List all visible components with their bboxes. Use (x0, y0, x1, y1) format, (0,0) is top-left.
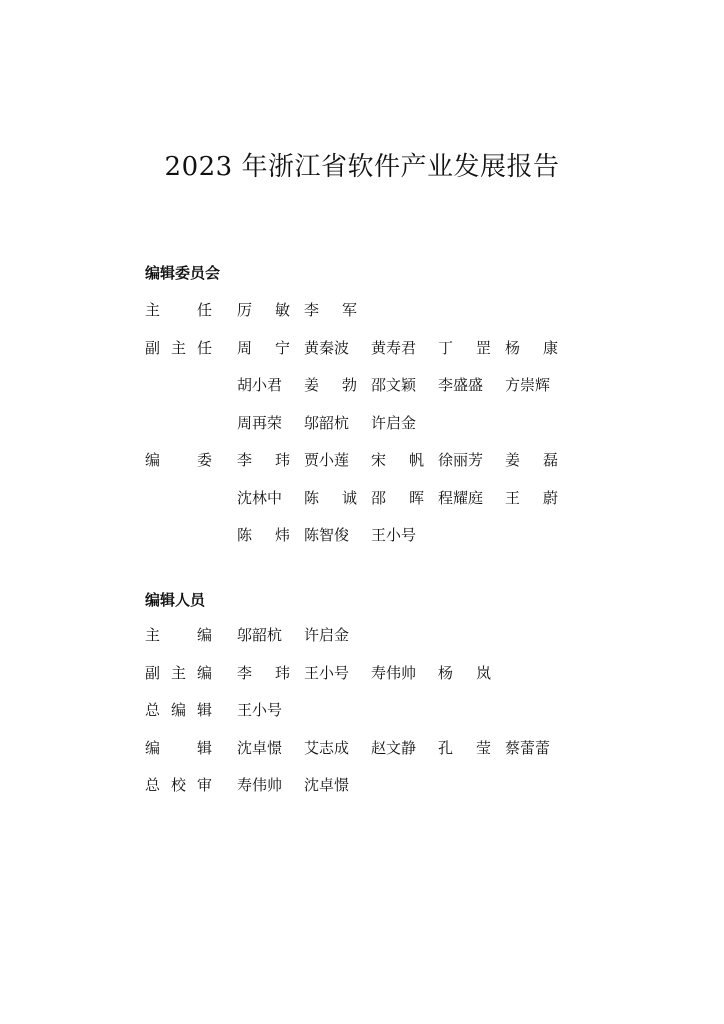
role-label: 副 主 编 (145, 663, 212, 682)
staff-heading: 编辑人员 (145, 591, 206, 609)
person-name: 黄秦波 (304, 338, 350, 357)
person-name: 王小号 (371, 526, 417, 544)
committee-heading: 编辑委员会 (145, 264, 221, 282)
person-name: 寿伟帅 (237, 776, 283, 794)
person-name: 邵文颖 (371, 376, 417, 394)
person-name: 沈林中 (237, 488, 283, 507)
role-label: 编 辑 (145, 738, 212, 757)
person-name: 邬韶杭 (237, 626, 283, 644)
person-name: 周 宁 (237, 338, 290, 357)
person-name: 孔 莹 (438, 738, 491, 757)
person-name: 许启金 (304, 626, 350, 644)
person-name: 沈卓憬 (304, 776, 350, 794)
person-name: 邵 晖 (371, 488, 424, 507)
person-name: 宋 帆 (371, 451, 424, 469)
role-label: 编 委 (145, 451, 212, 469)
names-row (237, 525, 438, 545)
names-row (237, 488, 572, 508)
person-name: 周再荣 (237, 413, 283, 432)
names-row (237, 375, 572, 395)
person-name: 黄寿君 (371, 338, 417, 357)
names-row (237, 338, 572, 358)
person-name: 徐丽芳 (438, 451, 484, 469)
person-name: 李 军 (304, 301, 357, 319)
person-name: 姜 勃 (304, 376, 357, 394)
names-row (237, 775, 371, 795)
person-name: 贾小莲 (304, 451, 350, 469)
person-name: 陈 诚 (304, 488, 357, 507)
role-label: 主 任 (145, 301, 212, 319)
names-row (237, 700, 304, 720)
person-name: 寿伟帅 (371, 663, 417, 682)
person-name: 王 蔚 (505, 488, 558, 507)
person-name: 蔡蕾蕾 (505, 738, 551, 757)
names-row (237, 450, 572, 470)
names-row (237, 300, 371, 320)
person-name: 李 玮 (237, 663, 290, 682)
person-name: 陈 炜 (237, 526, 290, 544)
person-name: 王小号 (304, 663, 350, 682)
role-label: 副 主 任 (145, 338, 212, 357)
person-name: 沈卓憬 (237, 738, 283, 757)
person-name: 厉 敏 (237, 301, 290, 319)
person-name: 程耀庭 (438, 488, 484, 507)
person-name: 胡小君 (237, 376, 283, 394)
person-name: 许启金 (371, 413, 417, 432)
person-name: 邬韶杭 (304, 413, 350, 432)
person-name: 杨 康 (505, 338, 558, 357)
role-label: 总 编 辑 (145, 701, 212, 719)
person-name: 陈智俊 (304, 526, 350, 544)
person-name: 李盛盛 (438, 376, 484, 394)
role-label: 总 校 审 (145, 776, 212, 794)
document-title: 2023 年浙江省软件产业发展报告 (164, 152, 560, 182)
names-row (237, 625, 371, 645)
person-name: 杨 岚 (438, 663, 491, 682)
names-row (237, 663, 505, 683)
role-label: 主 编 (145, 626, 212, 644)
person-name: 姜 磊 (505, 451, 558, 469)
person-name: 丁 罡 (438, 338, 491, 357)
person-name: 赵文静 (371, 738, 417, 757)
names-row (237, 413, 438, 433)
names-row (237, 738, 572, 758)
person-name: 王小号 (237, 701, 283, 719)
person-name: 李 玮 (237, 451, 290, 469)
person-name: 方崇辉 (505, 376, 551, 394)
person-name: 艾志成 (304, 738, 350, 757)
